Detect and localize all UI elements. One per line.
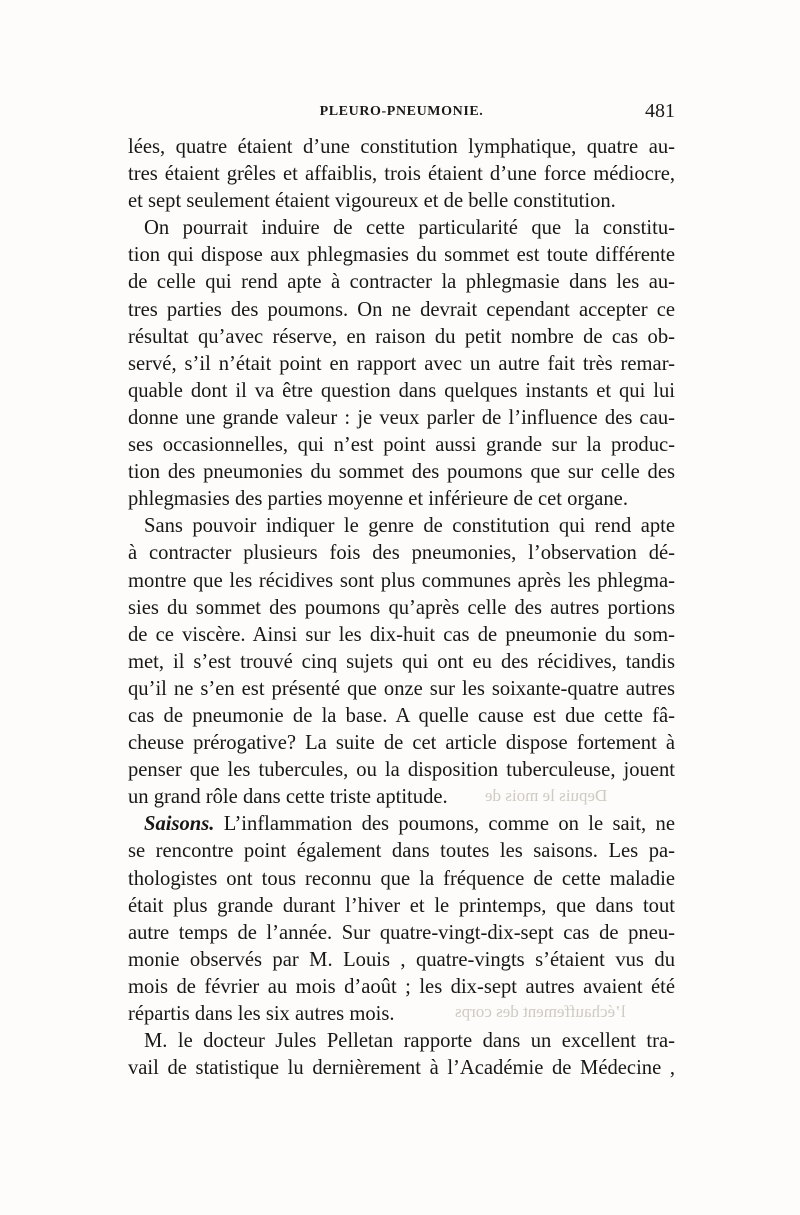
show-through-text: Depuis le mois de	[485, 786, 608, 805]
text-line: qu’il ne s’en est présenté que onze sur les soixante-quatre autres	[128, 677, 675, 700]
page-number: 481	[645, 100, 675, 122]
body-text	[128, 134, 675, 1082]
text-line: vail de statistique lu dernièrement à l’Académie de Médecine ,	[128, 1057, 675, 1080]
text-line: penser que les tubercules, ou la disposition tuberculeuse, jouent	[128, 759, 675, 782]
text-line: tion qui dispose aux phlegmasies du sommet est toute différente	[128, 244, 675, 267]
text-line: répartis dans les six autres mois.	[128, 1003, 395, 1025]
running-head	[128, 100, 675, 130]
show-through-text: l’échauffement des corps	[455, 1002, 626, 1021]
text-line: se rencontre point également dans toutes les saisons. Les pa-	[128, 840, 675, 863]
text-line: autre temps de l’année. Sur quatre-vingt-dix-sept cas de pneu-	[128, 921, 675, 944]
text-line: à contracter plusieurs fois des pneumonies, l’observation dé-	[128, 542, 675, 565]
text-line: de celle qui rend apte à contracter la phlegmasie dans les au-	[128, 271, 675, 294]
text-line: un grand rôle dans cette triste aptitude.	[128, 786, 448, 809]
text-line: thologistes ont tous reconnu que la fréquence de cette maladie	[128, 867, 675, 890]
running-title: PLEURO-PNEUMONIE.	[319, 104, 484, 119]
text-line: servé, s’il n’était point en rapport avec un autre fait très remar-	[128, 352, 675, 375]
text-line: ses occasionnelles, qui n’est point aussi grande sur la produc-	[128, 434, 675, 457]
text-line: M. le docteur Jules Pelletan rapporte dans un excellent tra-	[144, 1030, 675, 1053]
text-line: et sept seulement étaient vigoureux et de belle constitution.	[128, 190, 616, 213]
text-line: monie observés par M. Louis , quatre-vingts s’étaient vus du	[128, 948, 675, 971]
text-line: sies du sommet des poumons qu’après celle des autres portions	[128, 596, 675, 619]
text-line: tres étaient grêles et affaiblis, trois étaient d’une force médiocre,	[128, 163, 675, 186]
text-line	[128, 811, 675, 838]
text-line: On pourrait induire de cette particularité que la constitu-	[144, 217, 675, 240]
text-line: était plus grande durant l’hiver et le printemps, que dans tout	[128, 894, 675, 917]
text-line: de ce viscère. Ainsi sur les dix-huit cas de pneumonie du som-	[128, 623, 675, 646]
text-line: quable dont il va être question dans quelques instants et qui lui	[128, 379, 675, 402]
section-first-line: L’inflammation des poumons, comme on le sait, ne	[223, 813, 675, 836]
text-line: donne une grande valeur : je veux parler de l’influence des cau-	[128, 406, 675, 429]
text-line: tion des pneumonies du sommet des poumons que sur celle des	[128, 461, 675, 484]
text-line: cas de pneumonie de la base. A quelle cause est due cette fâ-	[128, 704, 675, 727]
section-heading: Saisons.	[144, 813, 215, 836]
text-line: lées, quatre étaient d’une constitution lymphatique, quatre au-	[128, 136, 675, 158]
text-line: montre que les récidives sont plus communes après les phlegma-	[128, 569, 675, 592]
text-line: mois de février au mois d’août ; les dix-sept autres avaient été	[128, 975, 675, 998]
text-line: résultat qu’avec réserve, en raison du petit nombre de cas ob-	[128, 325, 675, 348]
text-line: Sans pouvoir indiquer le genre de constitution qui rend apte	[144, 515, 675, 538]
text-line: met, il s’est trouvé cinq sujets qui ont eu des récidives, tandis	[128, 650, 675, 673]
text-line: phlegmasies des parties moyenne et inférieure de cet organe.	[128, 488, 628, 511]
text-line: tres parties des poumons. On ne devrait cependant accepter ce	[128, 298, 675, 321]
text-line: cheuse prérogative? La suite de cet article dispose fortement à	[128, 732, 675, 755]
